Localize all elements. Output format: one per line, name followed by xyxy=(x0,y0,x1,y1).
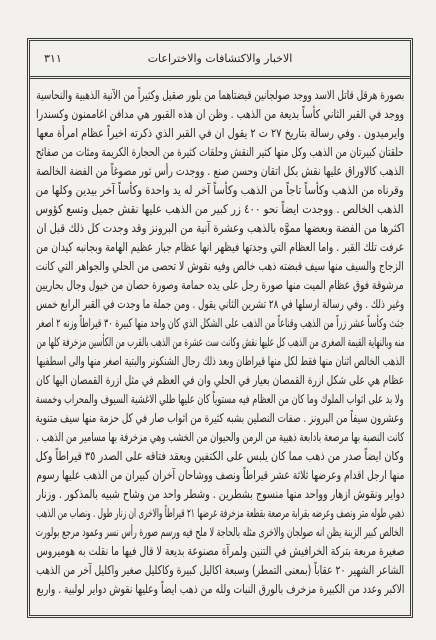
text-line xyxy=(36,257,404,276)
text-line-content: الشاعر الشهير ٢٠ عقاباً (بمعنى التمطر) وسبعة اكاليل كبيرة وكاكليل صغير واكليل آخر من الذهب xyxy=(36,563,404,577)
text-line-content: وعشرون سيفاً من البرونز . صفات النصلين بشبه كثيرة من اثواب صار في كل حزمة منها سيف متنوية xyxy=(36,411,404,425)
text-line-content: كانت النصبة بها مرصعة بادابعة ذهبية من الرمن والحيوان من الخشب وهي مزخرفة بها مسامير من الذهب . xyxy=(36,430,404,444)
running-header xyxy=(30,41,410,79)
text-line xyxy=(36,181,404,200)
text-line xyxy=(36,162,404,181)
text-line-content: الزجاج والسيف منها سيف قبضته ذهب خالص وفيه نقوش لا تحصى من الحلي والجواهر التي كانت xyxy=(36,259,404,273)
text-line-content: الذهب الخالص اثنان منها فقط لكل منها قيراطان وبعد ذلك رجال الشنكونر والبتية اصغر منها والى اسطفيها xyxy=(36,354,404,368)
text-line-content: وكان ايضاً صدر من ذهب مما كان يلبس على الكتفين ويعقد فتاقه على الصدر ٣٥ قيراطاً وكل xyxy=(36,449,404,463)
text-line xyxy=(36,580,404,599)
text-line xyxy=(36,200,404,219)
text-line-content: وغير ذلك . وفي رسالة ارسلها في ٢٨ تشرين الثاني يقول . ومن جملة ما وجدت في القبر الرابع خمس xyxy=(36,297,404,311)
text-line xyxy=(36,295,404,314)
text-line-content: الذهب كالاوراق عليها نقش بكل اتقان وحسن صنع . ووجدت رأس ثور مصوغاً من الفضة الخالصة xyxy=(36,164,404,178)
text-line-content: ولا بد على اثواب الملوك وما كان من العظام فيه مستوياً كان عليها طلي الاغشية السيوف والمحراب وخمسة xyxy=(36,392,404,406)
text-line xyxy=(36,542,404,561)
text-line xyxy=(36,124,404,143)
text-line-content: الذهب الخالص . ووجدت ايضاً نحو ٤٠٠ زر كبير من الذهب عليها نقش جميل وتسع كؤوس xyxy=(36,202,404,216)
text-line-content: ووجد في القبر الثاني كأساً بديعة من الذهب . وظن ان هذه القبور هي مدافن اغاممنون وكسندرا xyxy=(36,107,404,121)
text-line xyxy=(36,105,404,124)
text-line-content: حلقتان كبيرتان من الذهب وكل منها كثير النقش وحلقات كثيرة من الحجارة الكريمة ومئات من صفائح xyxy=(36,145,404,159)
text-line-content: منه وبالنهاية القيمة الصغرى من الذهب كل عليها نقش وكانت ست عشرة من الذهب بالقرب من الكأسين مزخرفة كلها من xyxy=(36,335,404,349)
text-line xyxy=(36,238,404,257)
text-line-content: دواير ونقوش ازهار وواحد منها منسوج بشطرين . وشطر واحد من وشاح شبيه بالمذكور . وزنار xyxy=(36,487,404,501)
text-line xyxy=(36,143,404,162)
text-line-content: بصورة هرقل قاتل الاسد ووجد صولجانين قبضتاهما من بلور صقيل وكثيراً من الآنية الذهبية والنحاسية xyxy=(36,88,404,102)
text-line xyxy=(36,86,404,105)
text-line xyxy=(36,333,404,352)
text-line-content: ذهبي طوله متر ونصف وعرضه بقرابة مرصعة بقطعة مزخرفة عرضها ٢١ قيراطاً والاخرى ان زنار طول . ونصاب من الذهب xyxy=(36,506,404,520)
text-line xyxy=(36,523,404,542)
text-line xyxy=(36,219,404,238)
page-number: ٣١١ xyxy=(44,52,62,65)
text-line-content: اكثرها من الفضة وبعضها مموَّه بالذهب وعشرة آنية من البرونز وقد وجدت كل ذلك قبل ان xyxy=(36,221,404,235)
text-line xyxy=(36,428,404,447)
text-line-content: مرشوقة فوق عظام الميت منها صورة رجل على يده حمامة وصورة حصان من خيول وجال بحاريين xyxy=(36,278,404,292)
text-line-content: الاكبر وعدد من الكبيرة مزخرف بالورق النبات ولله من ذهب ايضاً وعليها نقوش دواير لولبية . واربع xyxy=(36,582,404,596)
text-line-content: عرفت تلك القبر . واما العظام التي وجدتها فيظهر انها عظام جبار عظيم الهامة وبجانبه كيدان من xyxy=(36,240,404,254)
text-line xyxy=(36,561,404,580)
text-line xyxy=(36,314,404,333)
text-line xyxy=(36,352,404,371)
text-line xyxy=(36,466,404,485)
text-line xyxy=(36,371,404,390)
text-line xyxy=(36,447,404,466)
text-line xyxy=(36,485,404,504)
text-line-content: وقرناه من الذهب وكأساً تاجاً من الذهب وكأساً آخر له يد واحدة وكأساً آخر بيدين وكلها من xyxy=(36,183,404,197)
text-line xyxy=(36,390,404,409)
text-line-content: الخالص كبير الزينة يظن انه صولجان والاخرى مثله بالحاجة لا ملح فيه ورسم صورة رأس نسر وعمود مرجع بولورت xyxy=(36,525,404,539)
text-line-content: عظام هي على شكل ازرة القمصان بعيار في الحلي وان في العظم في مثل ازرة القمصان اليها كان xyxy=(36,373,404,387)
text-line-content: وايرميدون . وفي رسالة بتاريخ ٢٧ ت ٢ يقول ان في القبر الذي ذكرته اخيراً عظام امرأة معها xyxy=(36,126,404,140)
body-text xyxy=(36,86,404,599)
text-line xyxy=(36,504,404,523)
text-line-content: منها ارجل اقدام وعرضها ثلاثة عشر قيراطاً ونصف ووشاحان آخران كبيران من الذهب عليها رسوم xyxy=(36,468,404,482)
running-title: الاخبار والاكتشافات والاختراعات xyxy=(147,52,293,65)
text-line xyxy=(36,409,404,428)
text-line-content: صغيرة مربعة بتركة الخرافيش في التنين ولمرآة مصنوعة بديعة لا قال فيها ما نقلت به هوميروس xyxy=(36,544,404,558)
text-line xyxy=(36,276,404,295)
text-line-content: جثث وكأساً عشر زراً من الذهب وقناعاً من الذهب على الشكل الذي كان واحد منها كبيرة ٣٠ قيراطاً وزنه ٢ اصغر xyxy=(36,316,404,330)
